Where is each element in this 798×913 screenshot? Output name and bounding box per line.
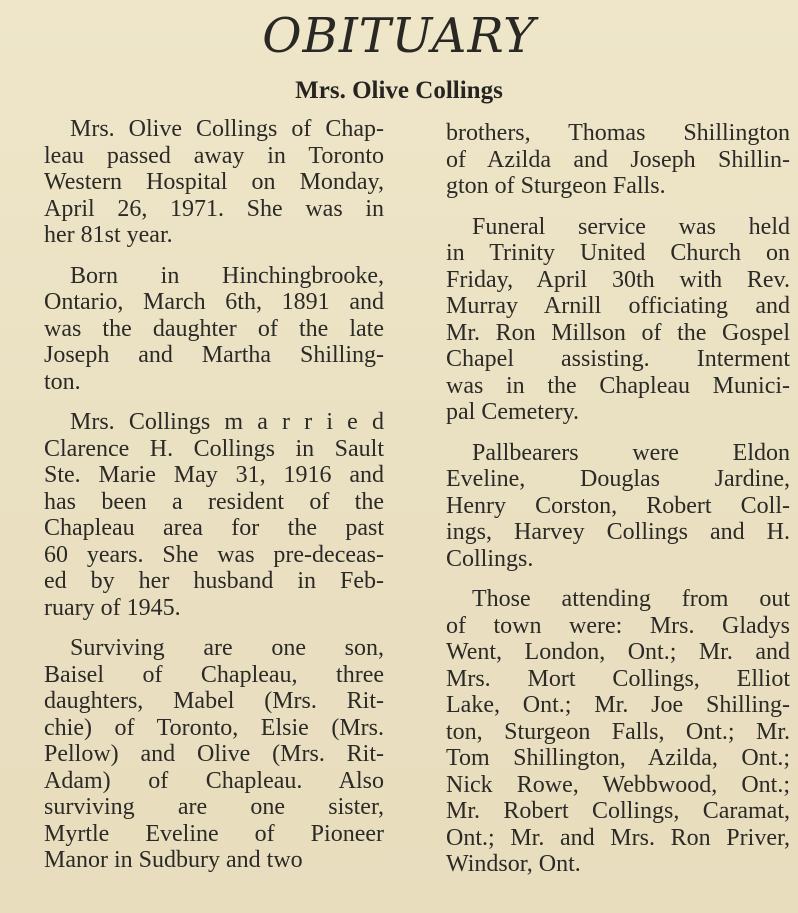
paragraph (18, 635, 384, 874)
paragraph (420, 440, 790, 573)
text-line: Eveline, Douglas Jardine, (446, 466, 790, 492)
text-line: Nick Rowe, Webbwood, Ont.; (446, 771, 790, 798)
text-line: Chapel assisting. Interment (446, 346, 790, 372)
text-line: pal Cemetery. (446, 399, 580, 425)
text-line: of Azilda and Joseph Shillin- (446, 146, 790, 173)
text-line: Mrs. Mort Collings, Elliot (446, 665, 790, 692)
text-line: Collings. (446, 545, 534, 572)
text-line: Western Hospital on Monday, (44, 169, 384, 195)
text-line: ings, Harvey Collings and H. (446, 519, 790, 545)
text-line: gton of Sturgeon Falls. (446, 173, 666, 199)
section-heading: OBITUARY (262, 8, 536, 64)
text-line: of town were: Mrs. Gladys (446, 612, 790, 639)
obituary-name: Mrs. Olive Collings (295, 77, 503, 104)
text-line: Mrs. Olive Collings of Chap- (70, 116, 384, 142)
text-line: Went, London, Ont.; Mr. and (446, 639, 790, 665)
paragraph (420, 120, 790, 200)
text-line: Friday, April 30th with Rev. (446, 266, 790, 293)
text-line: has been a resident of the (44, 488, 384, 515)
text-line: Pellow) and Olive (Mrs. Rit- (44, 741, 384, 767)
text-line: ruary of 1945. (44, 594, 181, 621)
text-line: brothers, Thomas Shillington (446, 120, 790, 146)
text-line: Adam) of Chapleau. Also (44, 767, 384, 794)
text-line: ed by her husband in Feb- (44, 568, 384, 594)
text-line: Mrs. Collings m a r r i e d (70, 409, 384, 435)
text-line: Those attending from out (472, 586, 790, 612)
paragraph (420, 214, 790, 426)
text-line: Pallbearers were Eldon (472, 439, 790, 466)
paragraph (420, 586, 790, 878)
right-column (420, 120, 790, 892)
text-line: ton. (44, 368, 81, 395)
text-line: leau passed away in Toronto (44, 142, 384, 169)
paragraph (18, 116, 384, 249)
text-line: in Trinity United Church on (446, 240, 790, 266)
text-line: Tom Shillington, Azilda, Ont.; (446, 745, 790, 771)
text-line: Funeral service was held (472, 213, 790, 240)
text-line: Joseph and Martha Shilling- (44, 342, 384, 368)
text-line: surviving are one sister, (44, 794, 384, 820)
text-line: April 26, 1971. She was in (44, 195, 384, 222)
text-line: Windsor, Ont. (446, 851, 581, 877)
text-line: Ont.; Mr. and Mrs. Ron Priver, (446, 824, 790, 851)
text-line: Henry Corston, Robert Coll- (446, 492, 790, 519)
text-line: Chapleau area for the past (44, 515, 384, 541)
text-line: Clarence H. Collings in Sault (44, 435, 384, 462)
paragraph (18, 263, 384, 396)
text-line: her 81st year. (44, 222, 173, 248)
text-line: chie) of Toronto, Elsie (Mrs. (44, 714, 384, 741)
text-line: Surviving are one son, (70, 635, 384, 661)
text-line: Ontario, March 6th, 1891 and (44, 289, 384, 315)
text-line: Myrtle Eveline of Pioneer (44, 820, 384, 847)
paragraph (18, 409, 384, 621)
text-line: Born in Hinchingbrooke, (70, 262, 384, 289)
text-line: Mr. Robert Collings, Caramat, (446, 798, 790, 824)
text-line: ton, Sturgeon Falls, Ont.; Mr. (446, 718, 790, 745)
text-line: Mr. Ron Millson of the Gospel (446, 319, 790, 346)
text-line: Murray Arnill officiating and (446, 293, 790, 319)
text-line: 60 years. She was pre-deceas- (44, 541, 384, 568)
left-column (18, 116, 384, 888)
text-line: Baisel of Chapleau, three (44, 661, 384, 688)
text-line: was the daughter of the late (44, 315, 384, 342)
text-line: Lake, Ont.; Mr. Joe Shilling- (446, 692, 790, 718)
text-line: daughters, Mabel (Mrs. Rit- (44, 688, 384, 714)
text-line: was in the Chapleau Munici- (446, 372, 790, 399)
text-line: Ste. Marie May 31, 1916 and (44, 462, 384, 488)
text-line: Manor in Sudbury and two (44, 847, 303, 873)
